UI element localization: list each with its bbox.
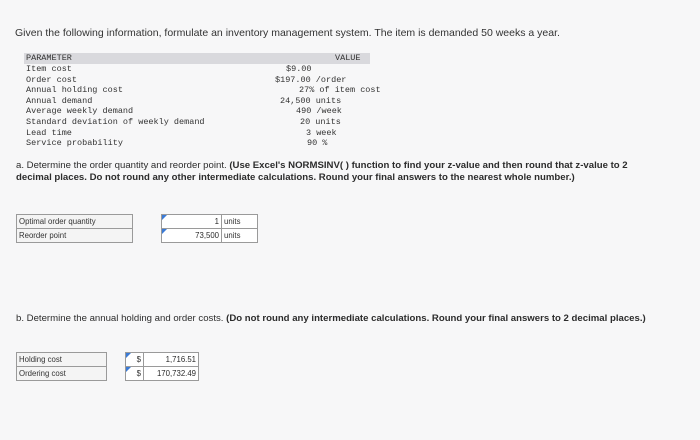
- table-row: [24, 85, 381, 96]
- parameter-table: [24, 53, 381, 149]
- problem-intro: Given the following information, formulate an inventory management system. The item is demanded 50 weeks a year.: [15, 27, 560, 39]
- part-a-answer-grid: [16, 214, 258, 243]
- table-row: [24, 117, 370, 128]
- order-quantity-input[interactable]: 1: [162, 215, 222, 229]
- answer-label: Reorder point: [17, 229, 133, 243]
- table-row: [17, 353, 199, 367]
- table-row: [24, 96, 370, 107]
- param-value: $197.00 /order: [275, 74, 347, 85]
- currency-symbol: $: [126, 367, 144, 381]
- part-a-prefix: a. Determine the order quantity and reorder point.: [16, 160, 230, 171]
- unit-label: units: [222, 229, 258, 243]
- table-row: [17, 215, 258, 229]
- part-b-question: [16, 313, 666, 325]
- currency-symbol: $: [126, 353, 144, 367]
- answer-label: Optimal order quantity: [17, 215, 133, 229]
- param-value: 20 units: [300, 116, 341, 127]
- part-b-instructions: (Do not round any intermediate calculations. Round your final answers to 2 decimal places.): [226, 313, 646, 324]
- parameter-table-header: [24, 53, 370, 64]
- param-value: 90 %: [307, 138, 328, 149]
- param-value: 490 /week: [296, 106, 342, 117]
- answer-label: Ordering cost: [17, 367, 107, 381]
- header-value: VALUE: [335, 53, 361, 63]
- param-name: Lead time: [26, 127, 72, 138]
- param-value: 24,500 units: [280, 95, 342, 106]
- part-b-answer-grid: [16, 352, 199, 381]
- param-name: Standard deviation of weekly demand: [26, 116, 205, 127]
- header-parameter: PARAMETER: [26, 53, 72, 63]
- param-name: Item cost: [26, 64, 72, 74]
- table-row: [17, 229, 258, 243]
- reorder-point-input[interactable]: 73,500: [162, 229, 222, 243]
- param-value: $9.00: [286, 64, 312, 74]
- table-row: [24, 138, 370, 149]
- part-a-instructions: (Use Excel's NORMSINV( ) function to find your z-value and then round that z-value to 2 decimal places. Do not round any other intermediate calculations. Round your final answers to the nearest whole number.): [16, 160, 628, 183]
- unit-label: units: [222, 215, 258, 229]
- ordering-cost-input[interactable]: 170,732.49: [144, 367, 199, 381]
- param-name: Annual holding cost: [26, 85, 123, 96]
- answer-label: Holding cost: [17, 353, 107, 367]
- part-b-prefix: b. Determine the annual holding and order costs.: [16, 313, 227, 324]
- table-row: [24, 128, 370, 139]
- part-a-question: [16, 160, 666, 183]
- param-name: Annual demand: [26, 95, 93, 106]
- table-row: [24, 64, 370, 75]
- holding-cost-input[interactable]: 1,716.51: [144, 353, 199, 367]
- param-value: 27% of item cost: [299, 85, 381, 96]
- table-row: [24, 75, 370, 86]
- param-name: Order cost: [26, 74, 78, 85]
- table-row: [24, 106, 370, 117]
- table-row: [17, 367, 199, 381]
- param-value: 3 week: [306, 127, 337, 138]
- param-name: Average weekly demand: [26, 106, 134, 117]
- param-name: Service probability: [26, 138, 123, 149]
